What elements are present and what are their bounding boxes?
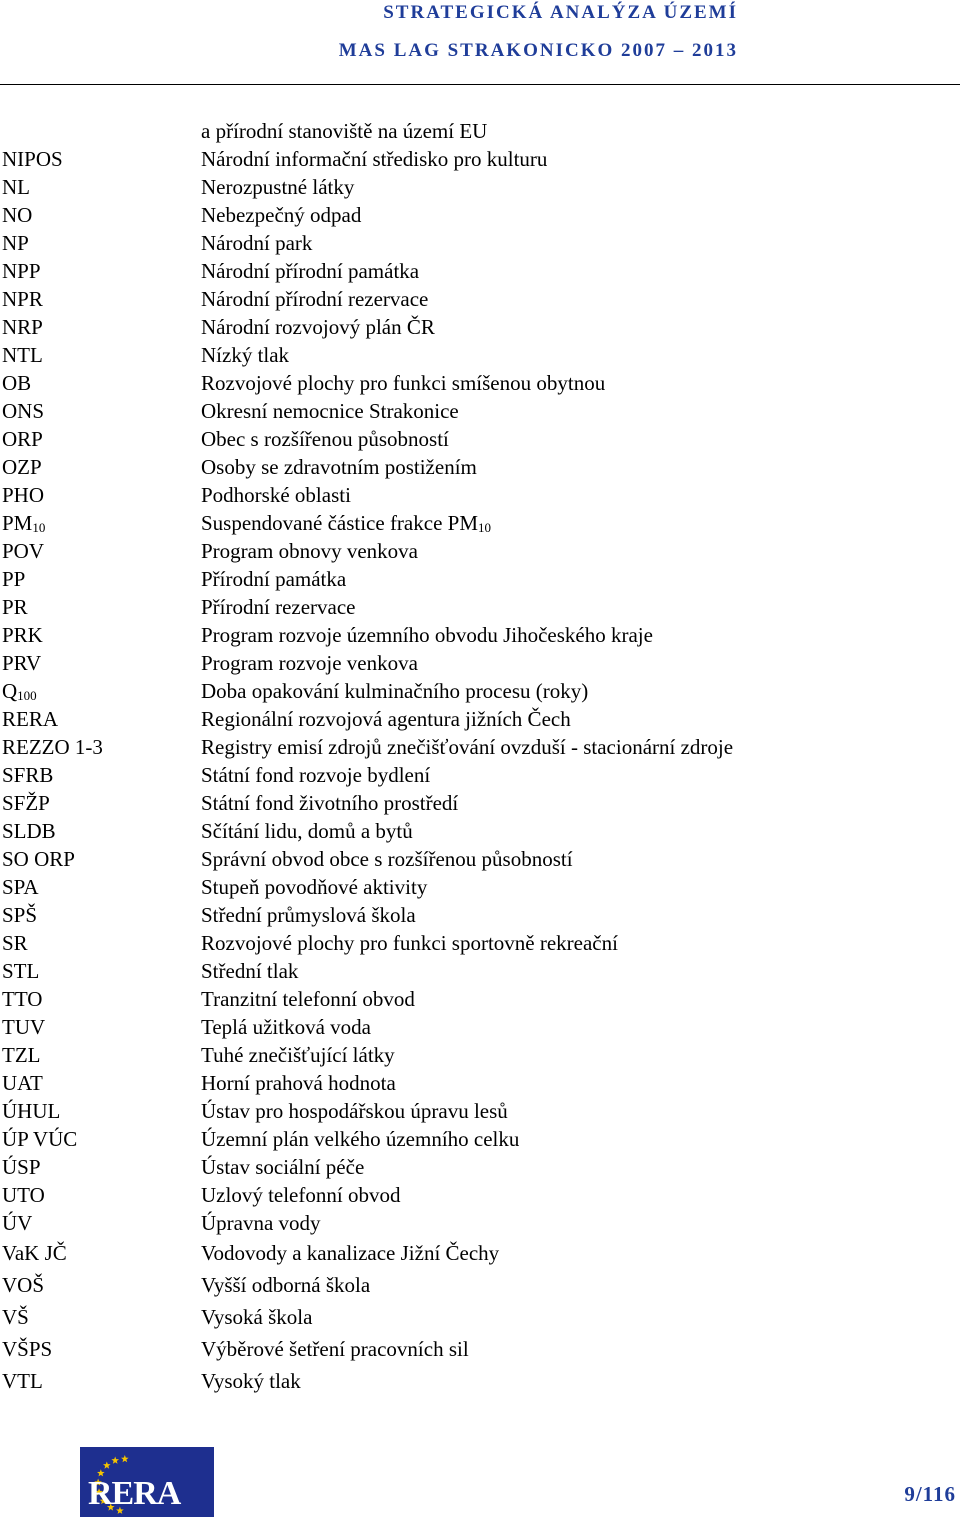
meaning bbox=[201, 397, 459, 425]
meaning bbox=[201, 1365, 301, 1397]
meaning bbox=[201, 985, 415, 1013]
meaning bbox=[201, 1069, 396, 1097]
meaning bbox=[201, 1301, 312, 1333]
meaning-text: Vysoká škola bbox=[201, 1305, 313, 1329]
meaning-text: Vysoký tlak bbox=[201, 1369, 301, 1393]
abbreviation bbox=[2, 1181, 45, 1209]
meaning-text: Podhorské oblasti bbox=[201, 483, 351, 507]
meaning-text: Ústav pro hospodářskou úpravu lesů bbox=[201, 1099, 508, 1123]
meaning bbox=[201, 145, 547, 173]
meaning-text: Osoby se zdravotním postižením bbox=[201, 455, 477, 479]
meaning bbox=[201, 929, 618, 957]
abbreviation bbox=[2, 201, 32, 229]
abbreviation-text: ÚV bbox=[2, 1211, 33, 1235]
meaning-text: Program obnovy venkova bbox=[201, 539, 418, 563]
meaning bbox=[201, 1041, 395, 1069]
list-item bbox=[0, 677, 960, 705]
abbreviation bbox=[2, 1013, 45, 1041]
meaning-text: Tuhé znečišťující látky bbox=[201, 1043, 395, 1067]
abbreviation-text: Q bbox=[2, 679, 18, 703]
meaning-text: Výběrové šetření pracovních sil bbox=[201, 1337, 469, 1361]
meaning-text: Program rozvoje územního obvodu Jihočeského kraje bbox=[201, 623, 653, 647]
list-item bbox=[0, 957, 960, 985]
meaning-text: Uzlový telefonní obvod bbox=[201, 1183, 401, 1207]
meaning bbox=[201, 201, 361, 229]
abbreviation bbox=[2, 789, 50, 817]
meaning bbox=[201, 677, 588, 705]
abbreviation-text: ÚP VÚC bbox=[2, 1127, 78, 1151]
meaning-text: Národní informační středisko pro kulturu bbox=[201, 147, 548, 171]
meaning bbox=[201, 453, 477, 481]
list-item bbox=[0, 397, 960, 425]
meaning bbox=[201, 1333, 469, 1365]
list-item bbox=[0, 285, 960, 313]
meaning bbox=[201, 509, 491, 537]
abbreviation bbox=[2, 733, 103, 761]
abbreviation-text: NPP bbox=[2, 259, 41, 283]
list-item bbox=[0, 229, 960, 257]
abbreviation-text: VŠ bbox=[2, 1305, 29, 1329]
meaning-text: Doba opakování kulminačního procesu (roky) bbox=[201, 679, 589, 703]
abbreviation-text: PP bbox=[2, 567, 26, 591]
meaning bbox=[201, 817, 413, 845]
abbreviation-text: OB bbox=[2, 371, 32, 395]
meaning bbox=[201, 845, 573, 873]
meaning-text: Regionální rozvojová agentura jižních Čech bbox=[201, 707, 571, 731]
list-item bbox=[0, 1301, 960, 1333]
abbreviation-text: NTL bbox=[2, 343, 43, 367]
abbreviation-text: ÚHUL bbox=[2, 1099, 61, 1123]
abbreviation bbox=[2, 621, 43, 649]
star-icon bbox=[121, 1455, 129, 1462]
meaning bbox=[201, 873, 427, 901]
abbreviation-text: PHO bbox=[2, 483, 45, 507]
meaning-text: Přírodní památka bbox=[201, 567, 347, 591]
abbreviation-list bbox=[0, 145, 960, 1397]
abbreviation-text: PR bbox=[2, 595, 28, 619]
list-item bbox=[0, 1333, 960, 1365]
meaning bbox=[201, 285, 428, 313]
rera-logo bbox=[80, 1447, 214, 1517]
meaning-text: Sčítání lidu, domů a bytů bbox=[201, 819, 413, 843]
meaning bbox=[201, 537, 418, 565]
abbreviation-text: PM bbox=[2, 511, 33, 535]
meaning-text: Okresní nemocnice Strakonice bbox=[201, 399, 459, 423]
list-item bbox=[0, 621, 960, 649]
abbreviation bbox=[2, 1069, 43, 1097]
abbreviation-text: NP bbox=[2, 231, 29, 255]
star-icon bbox=[111, 1457, 119, 1464]
list-item bbox=[0, 1069, 960, 1097]
abbreviation-text: SPA bbox=[2, 875, 39, 899]
list-item bbox=[0, 201, 960, 229]
abbreviation-text: NIPOS bbox=[2, 147, 63, 171]
meaning bbox=[201, 1181, 400, 1209]
meaning-text: Národní park bbox=[201, 231, 313, 255]
abbreviation-text: TZL bbox=[2, 1043, 41, 1067]
meaning bbox=[201, 229, 312, 257]
abbreviation bbox=[2, 369, 31, 397]
abbreviation bbox=[2, 285, 43, 313]
list-item bbox=[0, 1365, 960, 1397]
abbreviation-text: SFŽP bbox=[2, 791, 50, 815]
meaning-text: Správní obvod obce s rozšířenou působností bbox=[201, 847, 573, 871]
meaning-text: Střední průmyslová škola bbox=[201, 903, 416, 927]
abbreviation-text: NL bbox=[2, 175, 30, 199]
list-item bbox=[0, 761, 960, 789]
abbreviation-text: SO ORP bbox=[2, 847, 75, 871]
abbreviation bbox=[2, 1041, 40, 1069]
abbreviation bbox=[2, 145, 63, 173]
list-item bbox=[0, 453, 960, 481]
abbreviation bbox=[2, 1301, 29, 1333]
list-item bbox=[0, 145, 960, 173]
abbreviation bbox=[2, 509, 45, 537]
meaning-text: Tranzitní telefonní obvod bbox=[201, 987, 415, 1011]
abbreviation bbox=[2, 537, 44, 565]
abbreviation-text: ÚSP bbox=[2, 1155, 41, 1179]
list-item bbox=[0, 425, 960, 453]
abbreviation bbox=[2, 985, 42, 1013]
abbreviation-text: OZP bbox=[2, 455, 42, 479]
list-item bbox=[0, 341, 960, 369]
list-item bbox=[0, 901, 960, 929]
meaning-text: Úpravna vody bbox=[201, 1211, 321, 1235]
meaning-text: Program rozvoje venkova bbox=[201, 651, 418, 675]
header-subtitle: MAS LAG STRAKONICKO 2007 – 2013 bbox=[338, 40, 738, 61]
list-item bbox=[0, 733, 960, 761]
list-item bbox=[0, 873, 960, 901]
abbreviation bbox=[2, 1333, 52, 1365]
abbreviation-text: ORP bbox=[2, 427, 43, 451]
meaning-text: Obec s rozšířenou působností bbox=[201, 427, 449, 451]
meaning bbox=[201, 425, 449, 453]
abbreviation bbox=[2, 397, 44, 425]
list-item bbox=[0, 649, 960, 677]
meaning-subscript: 10 bbox=[478, 520, 491, 535]
meaning-text: Rozvojové plochy pro funkci sportovně rekreační bbox=[201, 931, 618, 955]
abbreviation bbox=[2, 313, 43, 341]
meaning bbox=[201, 649, 418, 677]
abbreviation bbox=[2, 845, 75, 873]
abbreviation bbox=[2, 1097, 60, 1125]
logo-text: RERA bbox=[88, 1475, 181, 1512]
abbreviation bbox=[2, 1237, 67, 1269]
abbreviation bbox=[2, 593, 28, 621]
abbreviation-text: SPŠ bbox=[2, 903, 38, 927]
abbreviation-text: ONS bbox=[2, 399, 45, 423]
star-icon bbox=[103, 1462, 111, 1469]
meaning-text: Horní prahová hodnota bbox=[201, 1071, 396, 1095]
list-item bbox=[0, 173, 960, 201]
list-item bbox=[0, 1125, 960, 1153]
abbreviation-text: REZZO 1-3 bbox=[2, 735, 103, 759]
meaning bbox=[201, 957, 298, 985]
abbreviation bbox=[2, 1209, 32, 1237]
abbreviation bbox=[2, 761, 53, 789]
meaning-text: Státní fond životního prostředí bbox=[201, 791, 459, 815]
abbreviation bbox=[2, 229, 29, 257]
abbreviation-text: RERA bbox=[2, 707, 59, 731]
list-item bbox=[0, 313, 960, 341]
abbreviation bbox=[2, 453, 42, 481]
list-item bbox=[0, 1181, 960, 1209]
abbreviation bbox=[2, 1269, 44, 1301]
abbreviation-subscript: 10 bbox=[32, 520, 46, 535]
meaning-text: Ústav sociální péče bbox=[201, 1155, 365, 1179]
abbreviation bbox=[2, 481, 44, 509]
meaning-text: Nízký tlak bbox=[201, 343, 290, 367]
meaning bbox=[201, 1125, 519, 1153]
list-item bbox=[0, 1153, 960, 1181]
meaning bbox=[201, 1153, 364, 1181]
list-item bbox=[0, 1013, 960, 1041]
abbreviation-text: VŠPS bbox=[2, 1337, 53, 1361]
list-item bbox=[0, 257, 960, 285]
meaning bbox=[201, 593, 356, 621]
meaning bbox=[201, 789, 458, 817]
abbreviation-text: SLDB bbox=[2, 819, 56, 843]
page-number: 9/116 bbox=[904, 1482, 956, 1506]
abbreviation bbox=[2, 677, 37, 705]
meaning-text: Rozvojové plochy pro funkci smíšenou obytnou bbox=[201, 371, 606, 395]
abbreviation bbox=[2, 1365, 43, 1397]
meaning bbox=[201, 761, 430, 789]
abbreviation-subscript: 100 bbox=[17, 688, 37, 703]
abbreviation-text: POV bbox=[2, 539, 45, 563]
list-item bbox=[0, 929, 960, 957]
list-item bbox=[0, 593, 960, 621]
list-item bbox=[0, 537, 960, 565]
meaning bbox=[201, 481, 351, 509]
continuation-text: a přírodní stanoviště na území EU bbox=[201, 119, 488, 143]
abbreviation-text: VTL bbox=[2, 1369, 43, 1393]
meaning bbox=[201, 1269, 370, 1301]
meaning-text: Územní plán velkého územního celku bbox=[201, 1127, 520, 1151]
meaning-text: Národní rozvojový plán ČR bbox=[201, 315, 435, 339]
meaning-text: Národní přírodní rezervace bbox=[201, 287, 429, 311]
abbreviation-text: NO bbox=[2, 203, 33, 227]
meaning bbox=[201, 173, 354, 201]
abbreviation-text: UTO bbox=[2, 1183, 45, 1207]
meaning-text: Vyšší odborná škola bbox=[201, 1273, 371, 1297]
abbreviation-text: PRK bbox=[2, 623, 43, 647]
abbreviation bbox=[2, 901, 37, 929]
abbreviation bbox=[2, 565, 25, 593]
meaning bbox=[201, 705, 571, 733]
meaning-text: Registry emisí zdrojů znečišťování ovzduší - stacionární zdroje bbox=[201, 735, 734, 759]
meaning-text: Nerozpustné látky bbox=[201, 175, 355, 199]
list-item bbox=[0, 705, 960, 733]
abbreviation bbox=[2, 257, 41, 285]
abbreviation-text: PRV bbox=[2, 651, 42, 675]
abbreviation-text: VOŠ bbox=[2, 1273, 45, 1297]
abbreviation bbox=[2, 957, 39, 985]
abbreviation bbox=[2, 929, 28, 957]
meaning bbox=[201, 621, 653, 649]
meaning-text: Národní přírodní památka bbox=[201, 259, 420, 283]
list-item bbox=[0, 845, 960, 873]
abbreviation-text: NPR bbox=[2, 287, 43, 311]
meaning bbox=[201, 1097, 508, 1125]
meaning bbox=[201, 1209, 321, 1237]
list-item bbox=[0, 369, 960, 397]
list-item bbox=[0, 1269, 960, 1301]
abbreviation bbox=[2, 1125, 77, 1153]
abbreviation-text: SR bbox=[2, 931, 28, 955]
list-item bbox=[0, 985, 960, 1013]
abbreviation-text: TTO bbox=[2, 987, 43, 1011]
abbreviation bbox=[2, 425, 43, 453]
meaning-text: Střední tlak bbox=[201, 959, 299, 983]
meaning-text: Teplá užitková voda bbox=[201, 1015, 371, 1039]
abbreviation bbox=[2, 817, 56, 845]
list-item bbox=[0, 509, 960, 537]
list-item bbox=[0, 817, 960, 845]
header-divider bbox=[0, 84, 960, 85]
list-item bbox=[0, 1041, 960, 1069]
abbreviation bbox=[2, 705, 58, 733]
meaning-text: Přírodní rezervace bbox=[201, 595, 356, 619]
meaning-text: Suspendované částice frakce PM bbox=[201, 511, 478, 535]
meaning bbox=[201, 565, 346, 593]
abbreviation-text: NRP bbox=[2, 315, 43, 339]
list-item bbox=[0, 1097, 960, 1125]
meaning-text: Stupeň povodňové aktivity bbox=[201, 875, 428, 899]
list-item bbox=[0, 565, 960, 593]
meaning bbox=[201, 313, 435, 341]
abbreviation bbox=[2, 341, 43, 369]
list-item bbox=[0, 789, 960, 817]
abbreviation bbox=[2, 649, 41, 677]
meaning bbox=[201, 1237, 499, 1269]
meaning bbox=[201, 341, 289, 369]
abbreviation-text: SFRB bbox=[2, 763, 54, 787]
abbreviation-text: TUV bbox=[2, 1015, 46, 1039]
meaning-text: Vodovody a kanalizace Jižní Čechy bbox=[201, 1241, 500, 1265]
meaning bbox=[201, 1013, 371, 1041]
meaning-text: Nebezpečný odpad bbox=[201, 203, 362, 227]
abbreviation bbox=[2, 173, 30, 201]
abbreviation-text: STL bbox=[2, 959, 40, 983]
abbreviation-text: UAT bbox=[2, 1071, 43, 1095]
list-item bbox=[0, 1237, 960, 1269]
list-item bbox=[0, 481, 960, 509]
header-title: STRATEGICKÁ ANALÝZA ÚZEMÍ bbox=[383, 2, 738, 23]
list-item bbox=[0, 1209, 960, 1237]
meaning bbox=[201, 901, 416, 929]
meaning bbox=[201, 733, 733, 761]
meaning-text: Státní fond rozvoje bydlení bbox=[201, 763, 431, 787]
meaning bbox=[201, 369, 605, 397]
abbreviation bbox=[2, 1153, 41, 1181]
meaning bbox=[201, 257, 419, 285]
abbreviation bbox=[2, 873, 39, 901]
abbreviation-text: VaK JČ bbox=[2, 1241, 67, 1265]
